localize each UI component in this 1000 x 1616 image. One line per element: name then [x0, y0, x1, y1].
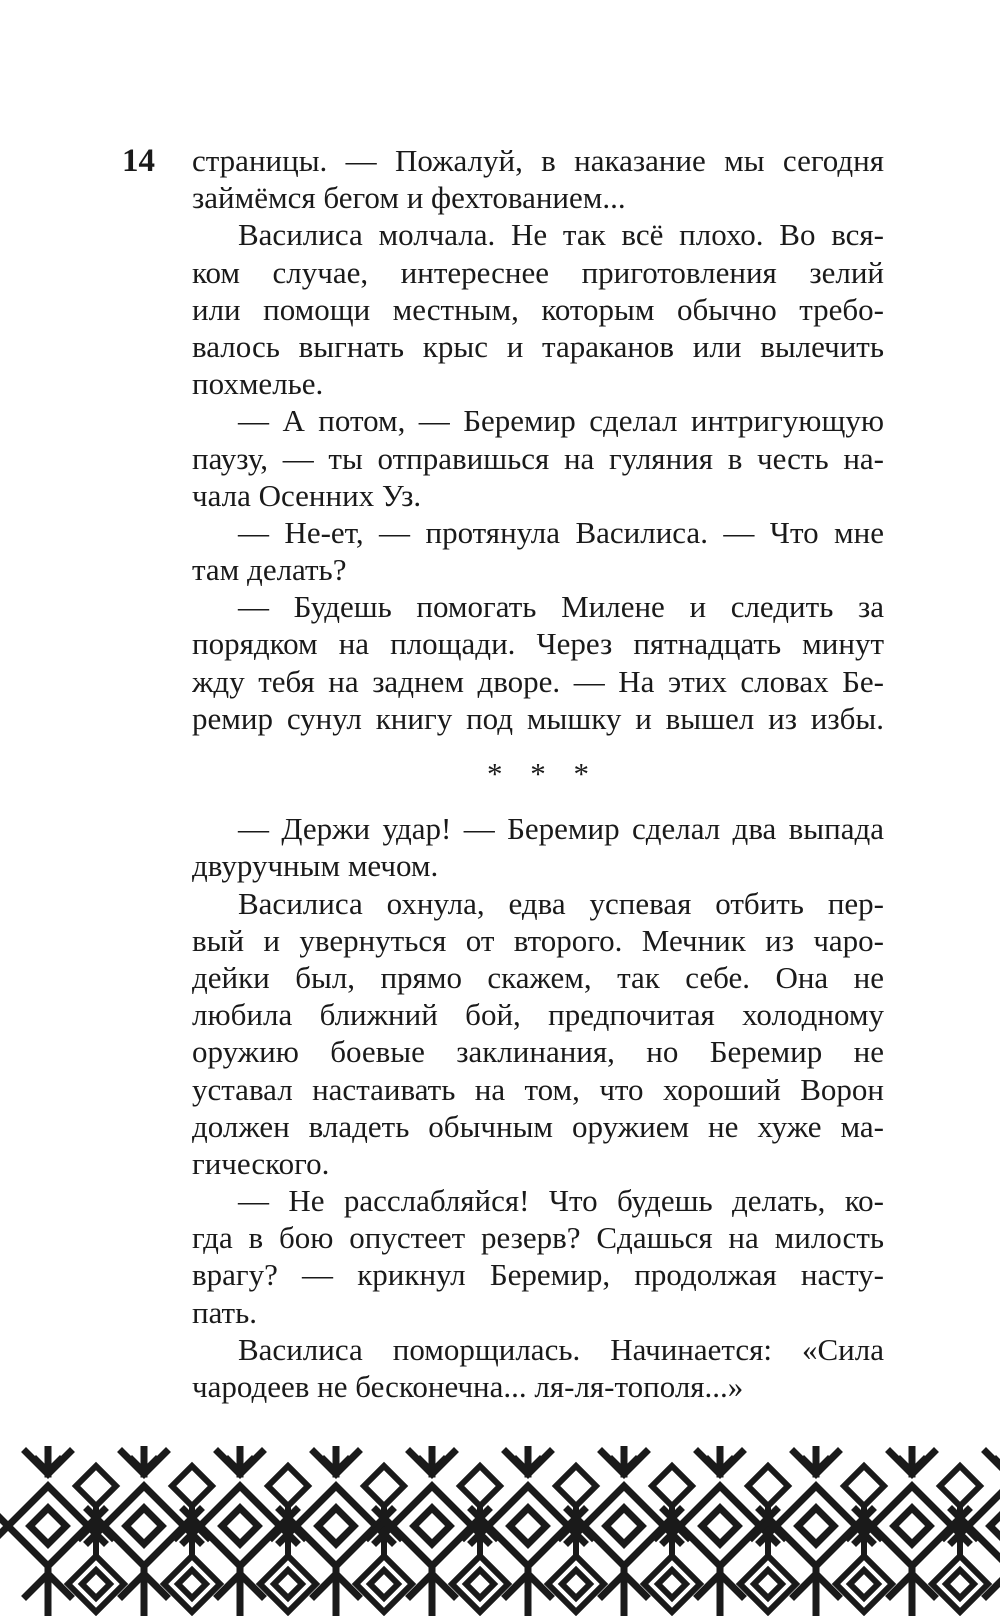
- folk-border-ornament-icon: [0, 1446, 1000, 1616]
- text-line: Василиса охнула, едва успевая отбить пер-: [238, 885, 884, 921]
- text-line: гического.: [192, 1145, 330, 1181]
- text-line: жду тебя на заднем дворе. — На этих словах Бе-: [192, 663, 884, 699]
- text-line: ком случае, интереснее приготовления зелий: [192, 254, 884, 290]
- page-number: 14: [122, 143, 155, 179]
- text-line: ремир сунул книгу под мышку и вышел из избы.: [192, 700, 884, 736]
- text-line: — Не расслабляйся! Что будешь делать, ко-: [238, 1183, 884, 1219]
- text-line: чала Осенних Уз.: [192, 477, 422, 513]
- text-line: Василиса поморщилась. Начинается: «Сила: [238, 1331, 884, 1367]
- text-line: Василиса молчала. Не так всё плохо. Во вся-: [238, 217, 884, 253]
- text-line: — Не-ет, — протянула Василиса. — Что мне: [238, 514, 884, 550]
- text-section-2: [192, 810, 884, 1405]
- text-line: чародеев не бесконечна... ля-ля-тополя...»: [192, 1369, 744, 1404]
- text-line: любила ближний бой, предпочитая холодному: [192, 997, 884, 1033]
- text-line: порядком на площади. Через пятнадцать минут: [192, 626, 884, 662]
- text-line: вый и увернуться от второго. Мечник из чаро-: [192, 922, 884, 958]
- section-separator: * * *: [487, 756, 599, 791]
- text-line: должен владеть обычным оружием не хуже ма-: [192, 1108, 884, 1144]
- text-line: врагу? — крикнул Беремир, продолжая насту-: [192, 1257, 884, 1293]
- text-line: — А потом, — Беремир сделал интригующую: [238, 403, 884, 439]
- text-line: похмелье.: [192, 366, 324, 402]
- text-line: — Держи удар! — Беремир сделал два выпада: [238, 811, 884, 847]
- text-line: займёмся бегом и фехтованием...: [192, 180, 626, 216]
- text-line: — Будешь помогать Милене и следить за: [238, 589, 884, 625]
- text-line: дейки был, прямо скажем, так себе. Она не: [192, 959, 884, 995]
- text-line: уставал настаивать на том, что хороший Ворон: [192, 1071, 884, 1107]
- text-line: или помощи местным, которым обычно требо-: [192, 291, 884, 327]
- text-line: там делать?: [192, 552, 347, 588]
- body-text: [192, 142, 884, 1405]
- text-line: оружию боевые заклинания, но Беремир не: [192, 1034, 884, 1070]
- text-section-1: [192, 142, 884, 737]
- text-line: валось выгнать крыс и тараканов или вылечить: [192, 328, 884, 364]
- text-line: гда в бою опустеет резерв? Сдашься на милость: [192, 1220, 884, 1256]
- text-line: двуручным мечом.: [192, 848, 439, 884]
- text-line: страницы. — Пожалуй, в наказание мы сегодня: [192, 143, 884, 178]
- text-line: паузу, — ты отправишься на гуляния в честь на-: [192, 440, 884, 476]
- text-line: пать.: [192, 1294, 257, 1330]
